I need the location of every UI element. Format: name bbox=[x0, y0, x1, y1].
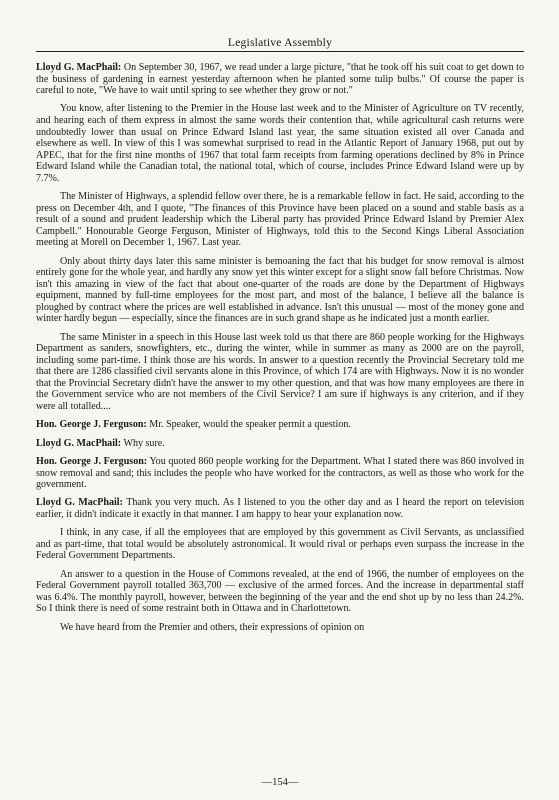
speech-paragraph bbox=[36, 497, 524, 520]
speech-paragraph: Only about thirty days later this same minister is bemoaning the fact that his budget for snow removal is almost entirely gone for the whole year, and hardly any snow yet this winter except for a slight snow fall before Christmas. Now isn't this amazing in view of the fact that about one-quarter of the roads are done by the Department of Highways equipment, manned by full-time employees for the most part, and most of the balance, I believe all the balance is ploughed by contract where the prices are well established in advance. Isn't this unusual — most of the money gone and winter hardly begun — especially, since the finances are in such grand shape as he indicated just a month earlier. bbox=[36, 255, 524, 325]
paragraph-text: Mr. Speaker, would the speaker permit a question. bbox=[149, 419, 351, 431]
page-number: —154— bbox=[261, 777, 299, 788]
speaker-name: Lloyd G. MacPhail: bbox=[36, 497, 123, 509]
speech-paragraph bbox=[36, 456, 524, 491]
document-body bbox=[36, 62, 524, 640]
speaker-name: Lloyd G. MacPhail: bbox=[36, 437, 122, 449]
speech-paragraph bbox=[36, 438, 524, 450]
speaker-name: Lloyd G. MacPhail: bbox=[36, 62, 122, 73]
speech-paragraph: We have heard from the Premier and others, their expressions of opinion on bbox=[60, 621, 365, 633]
speech-paragraph: I think, in any case, if all the employees that are employed by this government as Civil Servants, as unclassified and as part-time, that total would be absolutely astronomical. It would rival or perhaps even surpass the increase in the Federal Government Departments. bbox=[36, 527, 524, 562]
paragraph-text: You quoted 860 people working for the Department. What I stated there was 860 involved in snow removal and sand; this includes the people who have worked for the contractors, as well as those who work for the government. bbox=[36, 455, 525, 491]
speech-paragraph bbox=[36, 419, 524, 431]
speech-paragraph: The Minister of Highways, a splendid fellow over there, he is a remarkable fellow in fact. He said, according to the press on December 4th, and I quote, "The finances of this Province have been placed on a sound and stable basis as a result of a sound and prudent leadership which the Liberal party has provided Prince Edward Island by Premier Alex Campbell." Honourable George Ferguson, Minister of Highways, told this to the Second Kings Liberal Association meeting at Morell on December 1, 1967. Last year. bbox=[36, 191, 524, 249]
paragraph-text: Why sure. bbox=[123, 437, 165, 449]
speaker-name: Hon. George J. Ferguson: bbox=[36, 419, 147, 431]
speech-paragraph: An answer to a question in the House of Commons revealed, at the end of 1966, the number of employees on the Federal Government payroll totalled 363,700 — exclusive of the armed forces. And the increase in departmental staff was 6.4%. The monthly payroll, however, between the beginning of the year and the end shot up by no less than 24.2%. So I think there is need of some restraint both in Ottawa and in Charlottetown. bbox=[36, 568, 524, 615]
speech-paragraph bbox=[36, 62, 524, 97]
paragraph-text: On September 30, 1967, we read under a large picture, "that he took off his suit coat to get down to the business of gardening in earnest yesterday afternoon when he planted some tulip bulbs." Of course the paper is careful to note, "We have to wait until spring to see whether they grow or not." bbox=[36, 62, 524, 97]
paragraph-text: Thank you very much. As I listened to you the other day and as I heard the report on television earlier, it didn't indicate it exactly in that manner. I am happy to hear your explanation now. bbox=[36, 497, 524, 520]
speech-paragraph: You know, after listening to the Premier in the House last week and to the Minister of Agriculture on TV recently, and hearing each of them express in almost the same words their contention that, while agricultural cash returns were undoubtedly lower than usual on Prince Edward Island last year, the same situation existed all over Canada and elsewhere as well. In view of this I was somewhat surprised to read in the Atlantic Report of January 1968, put out by APEC, that for the first nine months of 1967 that total farm receipts from farming operations declined by 8% in Prince Edward Island while the Canadian total, the national total, which of course, includes Prince Edward Island were up by 7.7%. bbox=[36, 103, 524, 184]
running-header: Legislative Assembly bbox=[227, 36, 333, 49]
speaker-name: Hon. George J. Ferguson: bbox=[36, 455, 148, 467]
speech-paragraph: The same Minister in a speech in this House last week told us that there are 860 people working for the Highways Department as sanders, snowfighters, etc., during the winter, while in summer as many as 2000 are on the payroll, including some part-time. I think those are his words. In answer to a question recently the Provincial Secretary told me that there are 1286 classified civil servants alone in this Province, of which 174 are with Highways. Now it is no wonder that the Provincial Secretary didn't have the answer to my other question, and that was how many employees are there in the Government service who are not members of the Civil Service? I am sure if highways is any criterion, and if they were all totalled.... bbox=[36, 331, 524, 412]
header-rule bbox=[36, 51, 524, 52]
